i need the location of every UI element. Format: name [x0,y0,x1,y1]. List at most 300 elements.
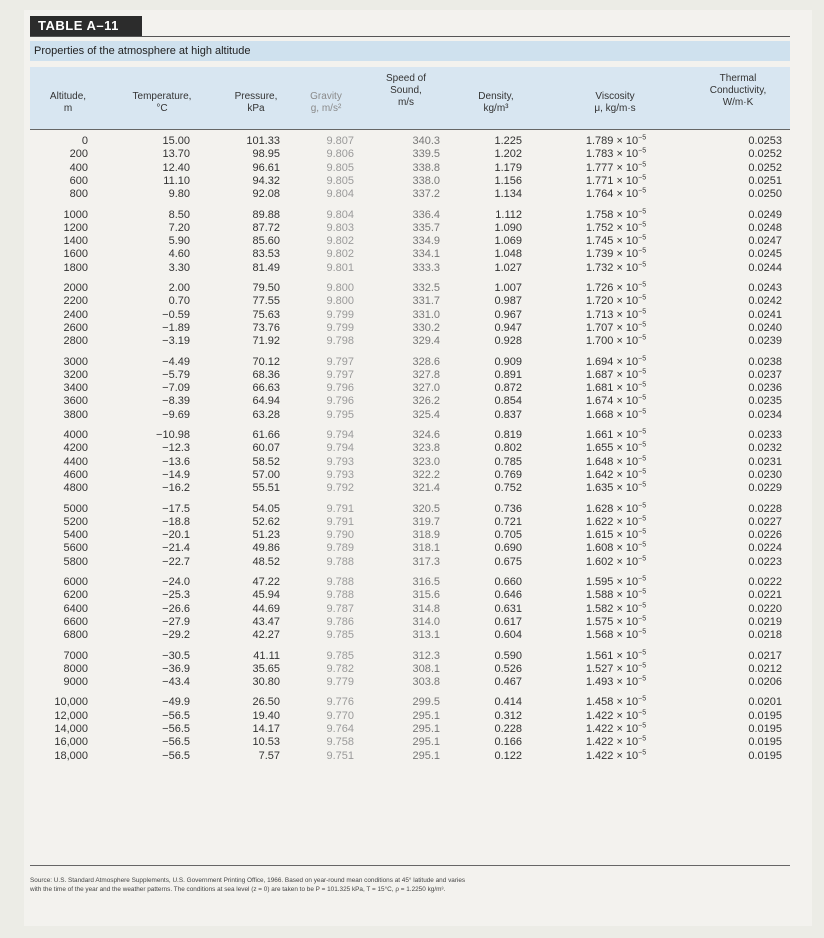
viscosity-factor: × 10 [616,161,639,174]
cell-gravity: 9.776 [326,696,354,709]
cell-density: 0.819 [494,429,522,441]
viscosity-exponent: −5 [638,368,647,376]
cell-temperature: −13.6 [162,455,190,468]
bottom-divider [30,865,790,866]
cell-altitude: 6000 [63,576,88,588]
cell-temperature: 4.60 [168,248,190,261]
cell-gravity: 9.797 [326,355,354,368]
cell-pressure: 58.52 [252,455,280,468]
cell-viscosity [546,322,686,335]
cell-pressure: 41.11 [253,649,280,662]
cell-pressure: 68.36 [252,368,280,381]
cell-gravity: 9.798 [326,335,354,348]
cell-altitude: 0 [81,135,88,147]
cell-gravity: 9.802 [326,248,354,261]
viscosity-exponent: −5 [638,588,647,596]
cell-thermal-conductivity: 0.0223 [748,555,782,568]
cell-pressure: 54.05 [252,502,280,515]
column-header-altitude [36,91,100,115]
cell-altitude: 5400 [63,529,88,542]
viscosity-mantissa: 1.422 [585,723,617,735]
cell-viscosity [546,750,686,763]
cell-gravity: 9.786 [326,615,354,628]
viscosity-exponent: −5 [638,187,647,195]
cell-viscosity [546,335,686,348]
cell-density: 0.802 [494,442,522,455]
viscosity-factor: × 10 [616,736,639,749]
viscosity-exponent: −5 [638,601,647,609]
cell-speed-of-sound: 327.8 [412,368,440,381]
cell-gravity: 9.799 [326,308,354,321]
cell-thermal-conductivity: 0.0233 [748,429,782,441]
cell-altitude: 3200 [63,368,88,381]
source-line-1: Source: U.S. Standard Atmosphere Supplements, U.S. Government Printing Office, 1966. Based on year-round mean conditions at 45° latitude and varies [30,877,466,884]
cell-density: 1.048 [494,248,522,261]
cell-pressure: 10.53 [252,736,280,749]
cell-thermal-conductivity: 0.0232 [748,442,782,455]
viscosity-factor: × 10 [616,662,639,675]
cell-altitude: 4000 [63,429,88,441]
cell-altitude: 3400 [63,382,88,395]
cell-pressure: 85.60 [252,235,280,248]
cell-thermal-conductivity: 0.0230 [748,468,782,481]
cell-altitude: 4200 [63,442,88,455]
viscosity-mantissa: 1.422 [585,736,617,749]
cell-altitude: 1600 [63,248,88,261]
cell-speed-of-sound: 295.1 [412,709,440,722]
cell-density: 0.312 [494,709,522,722]
cell-temperature: −9.69 [162,408,190,421]
viscosity-exponent: −5 [638,695,647,703]
source-line-2: with the time of the year and the weather patterns. The conditions at sea level (z = 0) are taken to be P = 101.325 kPa, T = 15°C, ρ = 1.2250 kg/m³. [30,886,446,893]
table-label: TABLE A–11 [30,16,142,36]
viscosity-exponent: −5 [638,662,647,670]
cell-speed-of-sound: 325.4 [412,408,440,421]
viscosity-mantissa: 1.622 [585,515,617,528]
cell-thermal-conductivity: 0.0235 [748,395,782,408]
cell-gravity: 9.796 [326,395,354,408]
viscosity-mantissa: 1.575 [585,615,617,628]
cell-pressure: 30.80 [252,676,280,689]
cell-pressure: 43.47 [252,615,280,628]
cell-pressure: 7.57 [258,749,280,762]
cell-altitude: 2400 [63,308,88,321]
cell-density: 0.122 [494,749,522,762]
cell-density: 1.090 [494,221,522,234]
column-header-density [460,91,532,115]
cell-speed-of-sound: 299.5 [412,696,440,709]
viscosity-mantissa: 1.655 [585,442,617,455]
column-header-line: kPa [247,103,265,114]
column-header-line: Thermal [719,73,757,84]
cell-thermal-conductivity: 0.0195 [748,709,782,722]
cell-viscosity [546,516,686,529]
viscosity-mantissa: 1.422 [585,749,617,762]
cell-viscosity [546,736,686,749]
cell-thermal-conductivity: 0.0226 [748,529,782,542]
cell-thermal-conductivity: 0.0224 [748,542,782,555]
cell-gravity: 9.789 [326,542,354,555]
cell-pressure: 96.61 [252,161,280,174]
cell-density: 0.526 [494,662,522,675]
cell-altitude: 6600 [63,615,88,628]
cell-pressure: 35.65 [252,662,280,675]
cell-thermal-conductivity: 0.0221 [748,589,782,602]
cell-thermal-conductivity: 0.0249 [748,208,782,221]
cell-viscosity [546,222,686,235]
cell-altitude: 2200 [63,295,88,308]
cell-temperature: −49.9 [162,696,190,709]
cell-gravity: 9.785 [326,629,354,642]
cell-viscosity [546,723,686,736]
viscosity-exponent: −5 [638,675,647,683]
viscosity-mantissa: 1.458 [585,696,617,709]
cell-density: 1.202 [494,148,522,161]
cell-speed-of-sound: 329.4 [412,335,440,348]
cell-speed-of-sound: 330.2 [412,321,440,334]
viscosity-factor: × 10 [616,321,639,334]
cell-temperature: −56.5 [162,709,190,722]
cell-pressure: 87.72 [252,221,280,234]
viscosity-mantissa: 1.648 [585,455,617,468]
cell-pressure: 51.23 [252,529,280,542]
cell-thermal-conductivity: 0.0234 [748,408,782,421]
viscosity-mantissa: 1.615 [585,529,617,542]
cell-speed-of-sound: 295.1 [412,723,440,735]
cell-speed-of-sound: 335.7 [412,221,440,234]
cell-altitude: 3800 [63,408,88,421]
cell-thermal-conductivity: 0.0219 [748,615,782,628]
cell-pressure: 60.07 [252,442,280,455]
viscosity-factor: × 10 [616,615,639,628]
cell-thermal-conductivity: 0.0222 [748,576,782,588]
cell-speed-of-sound: 326.2 [412,395,440,408]
viscosity-mantissa: 1.628 [585,502,617,515]
viscosity-factor: × 10 [616,515,639,528]
column-header-temperature [112,91,212,115]
cell-gravity: 9.804 [326,208,354,221]
cell-pressure: 47.22 [252,576,280,588]
viscosity-factor: × 10 [616,261,639,274]
cell-speed-of-sound: 295.1 [412,749,440,762]
viscosity-exponent: −5 [638,281,647,289]
cell-temperature: −4.49 [162,355,190,368]
cell-viscosity [546,503,686,516]
cell-gravity: 9.770 [326,709,354,722]
cell-gravity: 9.764 [326,723,354,735]
cell-pressure: 81.49 [252,261,280,274]
cell-altitude: 16,000 [54,736,88,749]
cell-pressure: 70.12 [252,355,280,368]
column-header-line: Gravity [310,91,342,102]
cell-temperature: −5.79 [162,368,190,381]
cell-altitude: 6400 [63,602,88,615]
viscosity-mantissa: 1.726 [585,282,617,294]
cell-speed-of-sound: 318.1 [412,542,440,555]
viscosity-mantissa: 1.707 [585,321,617,334]
cell-pressure: 77.55 [252,295,280,308]
viscosity-mantissa: 1.661 [585,429,617,441]
cell-viscosity [546,295,686,308]
cell-density: 0.721 [494,515,522,528]
viscosity-factor: × 10 [616,429,639,441]
cell-thermal-conductivity: 0.0239 [748,335,782,348]
viscosity-exponent: −5 [638,722,647,730]
viscosity-mantissa: 1.777 [585,161,617,174]
cell-pressure: 73.76 [252,321,280,334]
cell-altitude: 600 [69,174,88,187]
cell-density: 0.414 [494,696,522,709]
viscosity-factor: × 10 [616,542,639,555]
cell-pressure: 79.50 [252,282,280,294]
viscosity-factor: × 10 [616,502,639,515]
cell-altitude: 2600 [63,321,88,334]
column-header-line: Conductivity, [709,85,767,96]
cell-altitude: 1800 [63,261,88,274]
cell-viscosity [546,356,686,369]
cell-temperature: 2.00 [168,282,190,294]
viscosity-mantissa: 1.745 [585,235,617,248]
cell-temperature: −56.5 [162,736,190,749]
cell-speed-of-sound: 339.5 [412,148,440,161]
viscosity-factor: × 10 [616,221,639,234]
cell-temperature: −56.5 [162,749,190,762]
cell-viscosity [546,603,686,616]
cell-temperature: −25.3 [162,589,190,602]
viscosity-mantissa: 1.668 [585,408,617,421]
cell-pressure: 57.00 [252,468,280,481]
viscosity-exponent: −5 [638,394,647,402]
cell-temperature: −16.2 [162,482,190,495]
viscosity-exponent: −5 [638,207,647,215]
viscosity-mantissa: 1.588 [585,589,617,602]
cell-speed-of-sound: 334.1 [412,248,440,261]
viscosity-mantissa: 1.700 [585,335,617,348]
viscosity-factor: × 10 [616,529,639,542]
cell-density: 0.604 [494,629,522,642]
cell-speed-of-sound: 338.8 [412,161,440,174]
cell-temperature: 9.80 [168,188,190,201]
cell-gravity: 9.799 [326,321,354,334]
cell-temperature: −0.59 [162,308,190,321]
cell-density: 0.928 [494,335,522,348]
cell-temperature: −22.7 [162,555,190,568]
cell-density: 1.179 [494,161,522,174]
viscosity-exponent: −5 [638,428,647,436]
cell-speed-of-sound: 308.1 [412,662,440,675]
cell-viscosity [546,542,686,555]
cell-density: 0.736 [494,502,522,515]
cell-viscosity [546,309,686,322]
cell-pressure: 14.17 [252,723,280,735]
cell-thermal-conductivity: 0.0252 [748,161,782,174]
viscosity-factor: × 10 [616,629,639,642]
cell-pressure: 61.66 [252,429,280,441]
viscosity-exponent: −5 [638,454,647,462]
cell-viscosity [546,442,686,455]
cell-density: 0.646 [494,589,522,602]
cell-speed-of-sound: 321.4 [412,482,440,495]
cell-altitude: 12,000 [54,709,88,722]
cell-temperature: 8.50 [168,208,190,221]
table-page [24,10,812,926]
column-header-gravity [296,91,356,115]
viscosity-exponent: −5 [638,709,647,717]
cell-speed-of-sound: 315.6 [412,589,440,602]
cell-gravity: 9.782 [326,662,354,675]
cell-altitude: 9000 [63,676,88,689]
cell-speed-of-sound: 323.8 [412,442,440,455]
cell-altitude: 5600 [63,542,88,555]
cell-temperature: −12.3 [162,442,190,455]
viscosity-factor: × 10 [616,576,639,588]
cell-thermal-conductivity: 0.0238 [748,355,782,368]
cell-temperature: 15.00 [162,135,190,147]
cell-temperature: −18.8 [162,515,190,528]
viscosity-exponent: −5 [638,381,647,389]
cell-viscosity [546,616,686,629]
cell-altitude: 14,000 [54,723,88,735]
viscosity-exponent: −5 [638,468,647,476]
cell-gravity: 9.797 [326,368,354,381]
cell-viscosity [546,162,686,175]
cell-viscosity [546,409,686,422]
cell-thermal-conductivity: 0.0195 [748,736,782,749]
viscosity-exponent: −5 [638,441,647,449]
cell-temperature: 12.40 [162,161,190,174]
cell-temperature: 5.90 [168,235,190,248]
cell-viscosity [546,262,686,275]
cell-speed-of-sound: 316.5 [412,576,440,588]
cell-speed-of-sound: 322.2 [412,468,440,481]
cell-speed-of-sound: 338.0 [412,174,440,187]
viscosity-exponent: −5 [638,528,647,536]
cell-speed-of-sound: 317.3 [412,555,440,568]
viscosity-exponent: −5 [638,247,647,255]
cell-pressure: 64.94 [252,395,280,408]
cell-temperature: −17.5 [162,502,190,515]
cell-speed-of-sound: 318.9 [412,529,440,542]
cell-gravity: 9.795 [326,408,354,421]
cell-density: 0.987 [494,295,522,308]
cell-altitude: 1400 [63,235,88,248]
column-header-line: Pressure, [234,91,278,102]
cell-pressure: 42.27 [252,629,280,642]
viscosity-exponent: −5 [638,481,647,489]
viscosity-mantissa: 1.595 [585,576,617,588]
cell-thermal-conductivity: 0.0243 [748,282,782,294]
cell-thermal-conductivity: 0.0227 [748,515,782,528]
cell-speed-of-sound: 331.7 [412,295,440,308]
viscosity-exponent: −5 [638,147,647,155]
cell-gravity: 9.796 [326,382,354,395]
cell-gravity: 9.758 [326,736,354,749]
column-header-line: μ, kg/m·s [594,103,636,114]
cell-thermal-conductivity: 0.0201 [748,696,782,709]
viscosity-factor: × 10 [616,455,639,468]
cell-speed-of-sound: 324.6 [412,429,440,441]
cell-thermal-conductivity: 0.0228 [748,502,782,515]
cell-speed-of-sound: 295.1 [412,736,440,749]
cell-speed-of-sound: 314.8 [412,602,440,615]
cell-pressure: 75.63 [252,308,280,321]
header-band [30,67,790,129]
cell-altitude: 5000 [63,502,88,515]
cell-thermal-conductivity: 0.0218 [748,629,782,642]
column-header-line: °C [156,103,168,114]
cell-altitude: 2000 [63,282,88,294]
cell-thermal-conductivity: 0.0236 [748,382,782,395]
cell-temperature: −56.5 [162,723,190,735]
cell-temperature: −20.1 [162,529,190,542]
viscosity-mantissa: 1.608 [585,542,617,555]
viscosity-mantissa: 1.713 [585,308,617,321]
source-note [30,876,790,894]
cell-speed-of-sound: 333.3 [412,261,440,274]
cell-pressure: 49.86 [252,542,280,555]
cell-viscosity [546,382,686,395]
cell-gravity: 9.806 [326,148,354,161]
cell-speed-of-sound: 337.2 [412,188,440,201]
cell-density: 0.909 [494,355,522,368]
cell-thermal-conductivity: 0.0231 [748,455,782,468]
viscosity-mantissa: 1.771 [585,174,617,187]
viscosity-exponent: −5 [638,541,647,549]
cell-pressure: 63.28 [252,408,280,421]
column-header-viscosity [540,91,690,115]
cell-pressure: 71.92 [252,335,280,348]
cell-temperature: 11.10 [163,174,190,187]
cell-temperature: 7.20 [168,221,190,234]
viscosity-mantissa: 1.764 [585,188,617,201]
cell-density: 0.752 [494,482,522,495]
cell-gravity: 9.788 [326,555,354,568]
cell-altitude: 8000 [63,662,88,675]
cell-speed-of-sound: 332.5 [412,282,440,294]
viscosity-factor: × 10 [616,408,639,421]
cell-temperature: −43.4 [162,676,190,689]
cell-speed-of-sound: 312.3 [412,649,440,662]
cell-density: 0.872 [494,382,522,395]
viscosity-mantissa: 1.720 [585,295,617,308]
cell-temperature: −1.89 [162,321,190,334]
cell-temperature: −30.5 [162,649,190,662]
cell-viscosity [546,629,686,642]
viscosity-exponent: −5 [638,221,647,229]
cell-density: 1.069 [494,235,522,248]
cell-gravity: 9.751 [326,749,354,762]
viscosity-factor: × 10 [616,382,639,395]
viscosity-factor: × 10 [616,749,639,762]
viscosity-factor: × 10 [616,723,639,735]
cell-thermal-conductivity: 0.0250 [748,188,782,201]
cell-speed-of-sound: 314.0 [412,615,440,628]
viscosity-factor: × 10 [616,442,639,455]
cell-gravity: 9.801 [326,261,354,274]
cell-altitude: 7000 [63,649,88,662]
viscosity-mantissa: 1.422 [585,709,617,722]
cell-viscosity [546,175,686,188]
cell-viscosity [546,556,686,569]
viscosity-exponent: −5 [638,628,647,636]
cell-viscosity [546,188,686,201]
cell-viscosity [546,209,686,222]
cell-temperature: −29.2 [162,629,190,642]
cell-gravity: 9.791 [326,515,354,528]
cell-viscosity [546,576,686,589]
viscosity-factor: × 10 [616,395,639,408]
viscosity-mantissa: 1.739 [585,248,617,261]
